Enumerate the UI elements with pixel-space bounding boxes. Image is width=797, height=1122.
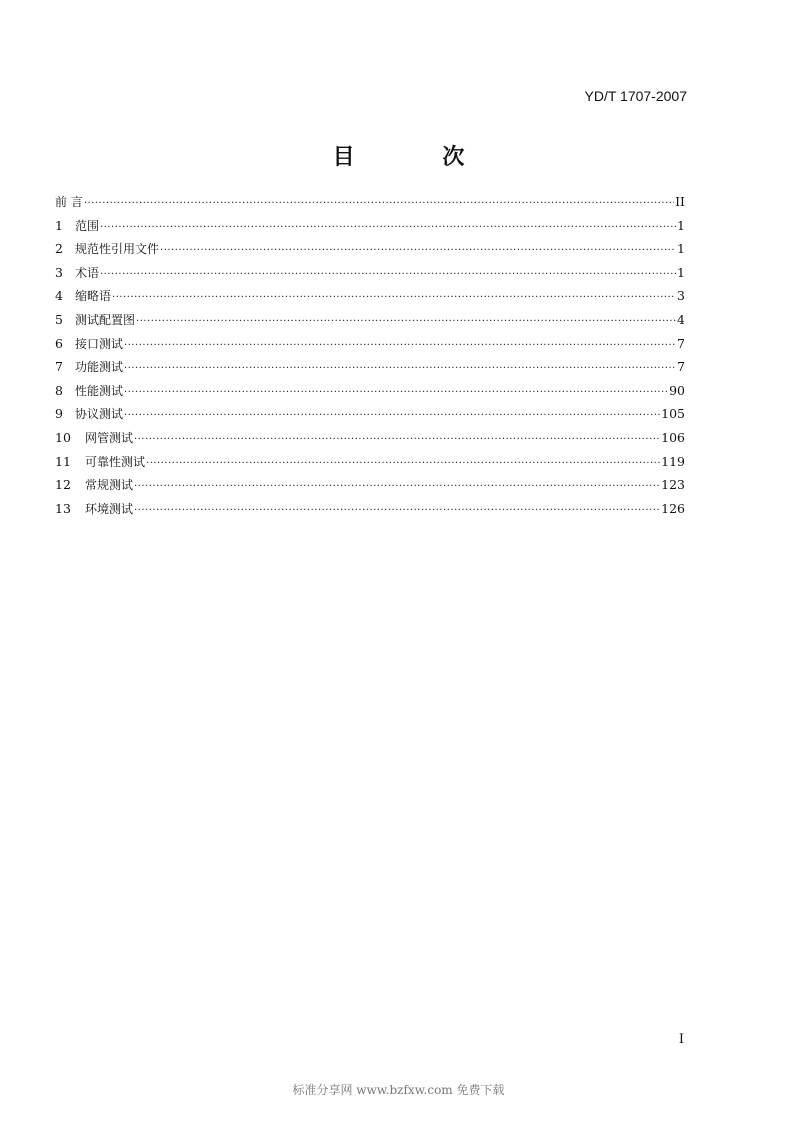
toc-entry-label: 前 言 — [55, 195, 83, 209]
toc-entry-foreword[interactable] — [55, 193, 685, 217]
toc-list — [55, 193, 685, 523]
toc-entry-8[interactable] — [55, 382, 685, 406]
toc-leader-dots — [136, 316, 676, 327]
toc-title: 目 次 — [332, 145, 505, 170]
toc-entry-page: 7 — [677, 335, 685, 351]
toc-entry-number: 8 — [55, 382, 63, 398]
toc-entry-number: 3 — [55, 264, 63, 280]
toc-leader-dots — [134, 505, 660, 516]
toc-entry-label: 接口测试 — [75, 336, 124, 351]
toc-leader-dots — [124, 340, 676, 351]
toc-leader-dots — [100, 222, 676, 233]
toc-entry-9[interactable] — [55, 405, 685, 429]
toc-entry-5[interactable] — [55, 311, 685, 335]
toc-entry-6[interactable] — [55, 335, 685, 359]
toc-entry-page: 1 — [677, 264, 685, 280]
toc-entry-3[interactable] — [55, 264, 685, 288]
toc-entry-label: 规范性引用文件 — [75, 242, 160, 257]
toc-entry-13[interactable] — [55, 500, 685, 524]
toc-entry-page: 119 — [661, 453, 685, 469]
toc-entry-number: 9 — [55, 406, 63, 422]
toc-leader-dots — [134, 481, 660, 492]
toc-entry-label: 协议测试 — [75, 407, 124, 422]
toc-entry-page: 1 — [677, 241, 685, 257]
toc-entry-number: 5 — [55, 311, 63, 327]
toc-entry-12[interactable] — [55, 476, 685, 500]
toc-entry-label: 常规测试 — [85, 478, 134, 493]
toc-entry-label: 范围 — [75, 218, 100, 233]
toc-entry-page: 105 — [661, 406, 685, 422]
toc-entry-page: 90 — [669, 382, 685, 398]
toc-entry-label: 性能测试 — [75, 383, 124, 398]
toc-leader-dots — [124, 363, 676, 374]
toc-leader-dots — [124, 387, 668, 398]
toc-entry-page: 126 — [661, 500, 685, 516]
watermark-text[interactable]: 标准分享网 www.bzfxw.com 免费下载 — [292, 1083, 505, 1097]
toc-leader-dots — [160, 245, 676, 256]
toc-entry-label: 术语 — [75, 265, 100, 280]
toc-entry-page: 3 — [677, 288, 685, 304]
toc-entry-page: II — [675, 194, 685, 209]
toc-entry-page: 1 — [677, 217, 685, 233]
toc-entry-number: 10 — [55, 429, 71, 445]
toc-leader-dots — [146, 458, 660, 469]
toc-entry-2[interactable] — [55, 240, 685, 264]
toc-entry-number: 13 — [55, 500, 71, 516]
toc-entry-10[interactable] — [55, 429, 685, 453]
toc-entry-11[interactable] — [55, 453, 685, 477]
toc-entry-number: 1 — [55, 217, 63, 233]
toc-entry-number: 11 — [55, 453, 71, 469]
toc-entry-label: 缩略语 — [75, 289, 112, 304]
toc-entry-page: 106 — [661, 429, 685, 445]
toc-entry-1[interactable] — [55, 217, 685, 241]
toc-entry-4[interactable] — [55, 287, 685, 311]
toc-entry-page: 4 — [677, 311, 685, 327]
toc-leader-dots — [100, 269, 676, 280]
toc-entry-page: 7 — [677, 359, 685, 375]
toc-entry-number: 6 — [55, 335, 63, 351]
toc-leader-dots — [84, 198, 674, 209]
toc-entry-number: 7 — [55, 359, 63, 375]
toc-entry-7[interactable] — [55, 358, 685, 382]
toc-entry-page: 123 — [661, 477, 685, 493]
toc-entry-label: 测试配置图 — [75, 312, 136, 327]
toc-entry-label: 网管测试 — [85, 430, 134, 445]
toc-entry-label: 环境测试 — [85, 501, 134, 516]
toc-entry-label: 可靠性测试 — [85, 454, 146, 469]
toc-entry-number: 4 — [55, 288, 63, 304]
toc-leader-dots — [112, 292, 676, 303]
toc-entry-number: 12 — [55, 477, 71, 493]
toc-entry-label: 功能测试 — [75, 360, 124, 375]
page-number: I — [678, 1032, 684, 1047]
toc-leader-dots — [134, 434, 660, 445]
toc-leader-dots — [124, 410, 660, 421]
toc-entry-number: 2 — [55, 241, 63, 257]
standard-code: YD/T 1707-2007 — [584, 88, 687, 104]
